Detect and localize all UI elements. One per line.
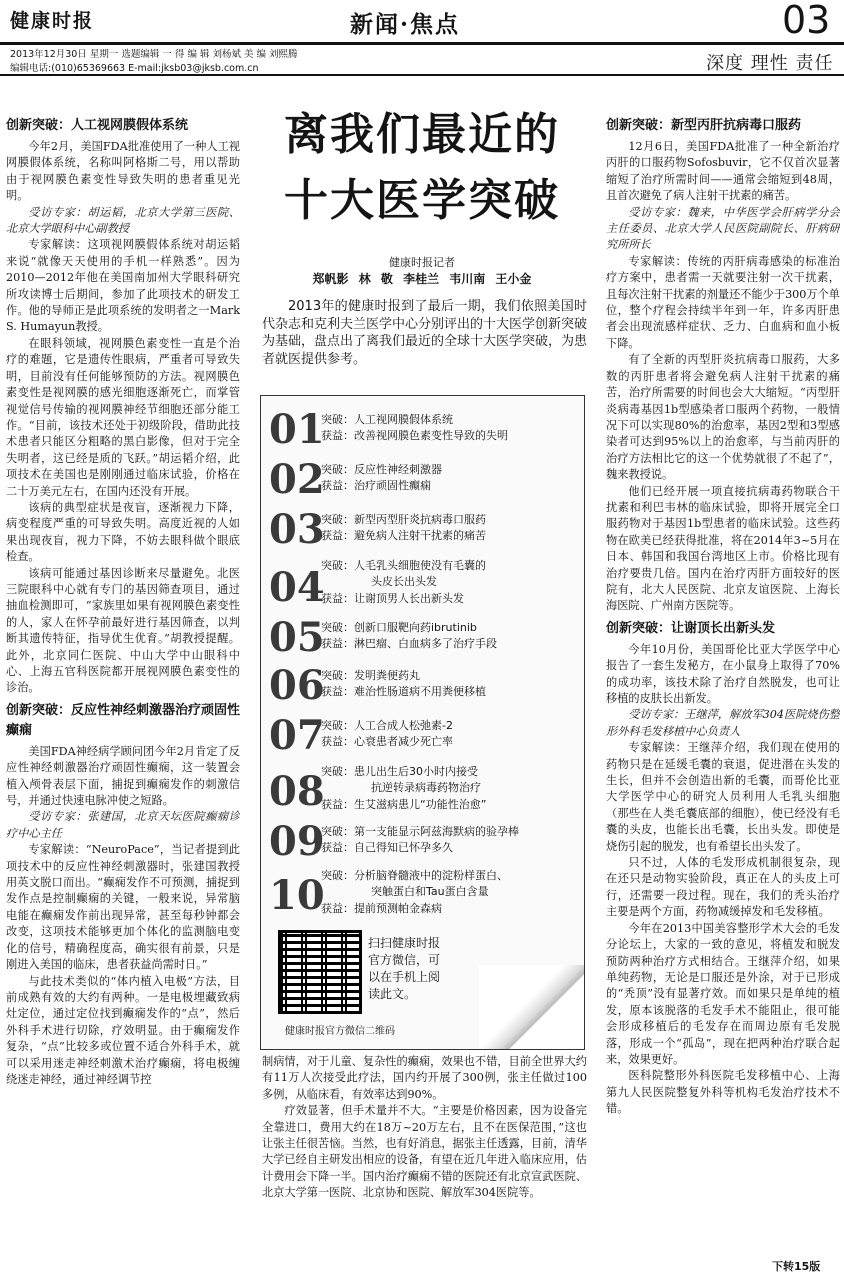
headline (262, 102, 582, 234)
item-breakthrough: 突破：新型丙型肝炎抗病毒口服药 (321, 513, 486, 526)
item-benefit: 获益：让谢顶男人长出新头发 (321, 592, 464, 605)
item-breakthrough: 突破：人工合成人松弛素-2 (321, 719, 453, 732)
byline-names: 郑帆影 林 敬 李桂兰 韦川南 王小金 (312, 272, 532, 286)
qr-code[interactable] (278, 930, 362, 1014)
expert-line: 受访专家：魏来，中华医学会肝病学分会主任委员、北京大学人民医院副院长、肝病研究所所长 (606, 205, 840, 252)
item-number: 06 (269, 662, 325, 709)
paragraph: 制病情，对于儿童、复杂性的癫痫，效果也不错，目前全世界大约有11万人次接受此疗法，国内约开展了300例，张主任做过100多例，从临床看，有效率达到90%。 (262, 1055, 587, 1101)
paragraph: 在眼科领域，视网膜色素变性一直是个治疗的难题，它是遗传性眼病，严重者可导致失明，目前没有任何能够预防的方法。视网膜色素变性是视网膜的感光细胞逐渐死亡，而掌管视觉信号传输的视网膜神经节细胞还部分能工作。“目前，该技术还处于初级阶段，借助此技术患者只能区分粗略的黑白影像，但对于完全失明者，这已经是质的飞跃。”胡运韬介绍，此项技术在美国也是刚刚通过临床试验，价格在二十万美元左右，在国内还没有开展。 (6, 336, 240, 498)
item-breakthrough: 突破：发明粪便药丸 (321, 669, 420, 682)
paragraph: 今年在2013中国美容整形学术大会的毛发分论坛上，大家的一致的意见，将植发和脱发预防两种治疗方式相结合。王继萍介绍，如果单纯药物，无论是口服还是外涂，对于已形成的“秃顶”没有显著疗效。而如果只是单纯的植发，原本该脱落的毛发手术不能阻止，很可能会形成移植后的毛发存在而周边原有毛发脱落，形成一个“孤岛”，现在把两种治疗联合起来，效果更好。 (606, 921, 840, 1066)
item-benefit: 获益：提前预测帕金森病 (321, 902, 442, 915)
item-number: 05 (269, 614, 325, 661)
item-benefit: 获益：改善视网膜色素变性导致的失明 (321, 429, 508, 442)
paragraph: 今年2月，美国FDA批准使用了一种人工视网膜假体系统，名称叫阿格斯二号，用以帮助由于视网膜色素变性导致失明的患者重见光明。 (6, 140, 240, 203)
page-curl (479, 965, 584, 1049)
item-benefit: 获益：自己得知已怀孕多久 (321, 841, 453, 854)
continue-note: 下转15版 (772, 1260, 821, 1273)
item-breakthrough: 突破：反应性神经刺激器 (321, 463, 442, 476)
header-rule-bottom (0, 74, 844, 76)
item-number: 07 (269, 712, 325, 759)
center-continuation (262, 1054, 587, 1202)
byline-role: 健康时报记者 (389, 256, 455, 269)
page-number: 03 (782, 0, 831, 42)
qr-prompt: 扫扫健康时报官方微信，可以在手机上阅读此文。 (368, 936, 441, 1001)
expert-line: 受访专家：王继萍，解放军304医院烧伤整形外科毛发移植中心负责人 (606, 708, 840, 738)
item-benefit: 获益：心衰患者减少死亡率 (321, 735, 453, 748)
item-number: 01 (269, 406, 325, 453)
item-benefit: 获益：难治性肠道病不用粪便移植 (321, 685, 486, 698)
expert-line: 受访专家：张建国，北京天坛医院癫痫诊疗中心主任 (6, 810, 240, 840)
expert-line: 受访专家：胡运韬，北京大学第三医院、北京大学眼科中心副教授 (6, 205, 240, 236)
item-number: 02 (269, 456, 325, 503)
item-breakthrough-cont: 突触蛋白和Tau蛋白含量 (371, 885, 489, 898)
paragraph: 疗效显著，但手术量并不大。“主要是价格因素，因为设备完全靠进口，费用大约在18万~20万左右，且不在医保范围，”这也让张主任很苦恼。当然，也有好消息，据张主任透露，目前，清华大学已经自主研发出相应的设备，有望在近几年进入临床应用，估计费用会下降一半。国内治疗癫痫不错的医院还有北京宣武医院、北京大学第一医院、北京协和医院、解放军304医院等。 (262, 1104, 587, 1200)
headline-line: 十大医学突破 (284, 175, 560, 226)
right-column (606, 112, 840, 1257)
left-column (6, 112, 240, 1282)
item-breakthrough: 突破：创新口服靶向药ibrutinib (321, 621, 477, 634)
item-benefit: 获益：避免病人注射干扰素的痛苦 (321, 529, 486, 542)
paragraph: 专家解读：这项视网膜假体系统对胡运韬来说“就像天天使用的手机一样熟悉”。因为2010—2012年他在美国南加州大学眼科研究所攻读博士后期间，参加了此项技术的研发工作。他的导师正是此项系统的发明者之一Mark S. Humayun教授。 (6, 238, 240, 334)
paragraph: 今年10月份，美国哥伦比亚大学医学中心报告了一套生发秘方，在小鼠身上取得了70%的成功率，该技术除了治疗自然脱发，也可让移植的皮肤长出新发。 (606, 642, 840, 705)
item-number: 09 (269, 818, 325, 865)
item-breakthrough: 突破：第一支能显示阿兹海默病的验孕棒 (321, 825, 519, 838)
item-breakthrough-cont: 头皮长出头发 (371, 575, 437, 588)
headline-line: 离我们最近的 (284, 109, 560, 160)
lead-paragraph: 2013年的健康时报到了最后一期，我们依照美国时代杂志和克利夫兰医学中心分别评出的十大医学创新突破为基础，盘点出了离我们最近的全球十大医学突破，为患者就医提供参考。 (262, 299, 588, 367)
paragraph: 专家解读：王继萍介绍，我们现在使用的药物只是在延缓毛囊的衰退，促进潜在头发的生长，但并不会创造出新的毛囊，而哥伦比亚大学医学中心的研究人员利用人毛乳头细胞（那些在人类毛囊底部的细胞），使已经没有毛囊的头皮，也能长出毛囊，长出头发。即使是烧伤引起的脱发，也有希望长出头发了。 (606, 741, 840, 853)
paragraph: 他们已经开展一项直接抗病毒药物联合干扰素和利巴韦林的临床试验，即将开展完全口服药物对于基因1b型患者的临床试验。这些药物在欧美已经获得批准，将在2014年3~5月在日本、韩国和我国台湾地区上市。价格比现有治疗要贵几倍。国内在治疗丙肝方面较好的医院有，北大人民医院、北京友谊医院、上海长海医院、广州南方医院等。 (606, 484, 840, 613)
paragraph: 12月6日，美国FDA批准了一种全新治疗丙肝的口服药物Sofosbuvir，它不仅首次显著缩短了治疗所需时间——通常会缩短到48周，且首次避免了病人注射干扰素的痛苦。 (606, 140, 840, 203)
paragraph: 专家解读：“NeuroPace”，当记者提到此项技术中的反应性神经刺激器时，张建国教授用英文脱口而出。“癫痫发作不可预测，捕捉到发作点是控制癫痫的关键，一般来说，异常脑电能在癫痫发作前出现异常，甚至每秒钟都会改变，这项技术能够更加个体化的监测脑电变化的信号，精确程度高，确实很有前景，只是刚进入美国的临床，患者获益尚需时日。” (6, 843, 240, 972)
item-number: 03 (269, 506, 325, 553)
edition-info: 2013年12月30日 星期一 选题编辑 一 得 编 辑 刘杨斌 美 编 刘熙腾 (10, 49, 298, 60)
section-heading: 创新突破：反应性神经刺激器治疗顽固性癫痫 (6, 702, 240, 738)
header-rule (0, 42, 844, 45)
item-number: 08 (269, 768, 325, 815)
item-number: 04 (269, 564, 325, 611)
item-breakthrough: 突破：患儿出生后30小时内接受 (321, 765, 478, 778)
section-title: 新闻·焦点 (350, 11, 461, 38)
item-breakthrough: 突破：分析脑脊髓液中的淀粉样蛋白、 (321, 869, 508, 882)
item-benefit: 获益：淋巴瘤、白血病多了治疗手段 (321, 637, 497, 650)
qr-caption: 健康时报官方微信二维码 (285, 1026, 395, 1037)
paragraph: 与此技术类似的“体内植入电极”方法，目前成熟有效的大约有两种。一是电极埋藏致病灶定位，通过定位找到癫痫发作的“点”，然后外科手术进行切除，疗效明显。由于癫痫发作复杂，“点”比较多或位置不适合外科手术，就可以采用迷走神经刺激术治疗癫痫，将电极缠绕迷走神经，通过神经调节控 (6, 974, 240, 1086)
item-benefit: 获益：生艾滋病患儿“功能性治愈” (321, 798, 487, 811)
item-breakthrough: 突破：人工视网膜假体系统 (321, 413, 453, 426)
section-heading: 创新突破：新型丙肝抗病毒口服药 (606, 118, 802, 133)
paragraph: 有了全新的丙型肝炎抗病毒口服药，大多数的丙肝患者将会避免病人注射干扰素的痛苦，治疗所需要的时间也会大大缩短。“丙型肝炎病毒基因1b型感染者口服两个药物，一般情况下可以实现80%的治愈率，基因2型和3型感染者可达到95%以上的治愈率，与当前丙肝的治疗方法相比它的这一个优势就很了不起了”，魏来教授说。 (606, 353, 840, 482)
paragraph: 美国FDA神经病学顾问团今年2月肯定了反应性神经刺激器治疗顽固性癫痫，这一装置会植入颅骨表层下面，捕捉到癫痫发作的刺激信号，并通过快速电脉冲使之短路。 (6, 744, 240, 808)
masthead-brand: 健康时报 (10, 10, 95, 32)
item-number: 10 (269, 872, 325, 919)
paragraph: 只不过，人体的毛发形成机制很复杂，现在还只是动物实验阶段，真正在人的头皮上可行，还需要一段过程。现在，我们的秃头治疗主要是两个方面，药物减缓掉发和毛发移植。 (606, 856, 840, 919)
item-breakthrough-cont: 抗逆转录病毒药物治疗 (371, 781, 481, 794)
paragraph: 医科院整形外科医院毛发移植中心、上海第九人民医院整复外科等机构毛发治疗技术不错。 (606, 1069, 840, 1116)
motto: 深度 理性 责任 (706, 53, 834, 74)
section-heading: 创新突破：人工视网膜假体系统 (6, 118, 189, 133)
section-heading: 创新突破：让谢顶长出新头发 (606, 620, 776, 636)
item-breakthrough: 突破：人毛乳头细胞使没有毛囊的 (321, 559, 486, 572)
paragraph: 专家解读：传统的丙肝病毒感染的标准治疗方案中，患者需一天就要注射一次干扰素，且每次注射干扰素的剂量还不能少于300万个单位，整个疗程会持续半年到一年，许多丙肝患者会出现流感样症状、乏力、白血病和血小板下降。 (606, 254, 840, 350)
contact-info: 编辑电话:(010)65369663 E-mail:jksb03@jksb.com.cn (10, 63, 259, 74)
paragraph: 该病可能通过基因诊断来尽量避免。北医三院眼科中心就有专门的基因筛查项目，通过抽血检测即可，“家族里如果有视网膜色素变性的人，家人在怀孕前最好进行基因筛查，以判断其遗传特征，指导优生优育。”胡教授提醒。此外，北京同仁医院、中山大学中山眼科中心、上海五官科医院都开展视网膜色素变性的诊治。 (6, 566, 240, 695)
item-benefit: 获益：治疗顽固性癫痫 (321, 479, 431, 492)
paragraph: 该病的典型症状是夜盲，逐渐视力下降，病变程度严重的可导致失明。高度近视的人如果出现夜盲，视力下降，不妨去眼科做个眼底检查。 (6, 500, 240, 564)
